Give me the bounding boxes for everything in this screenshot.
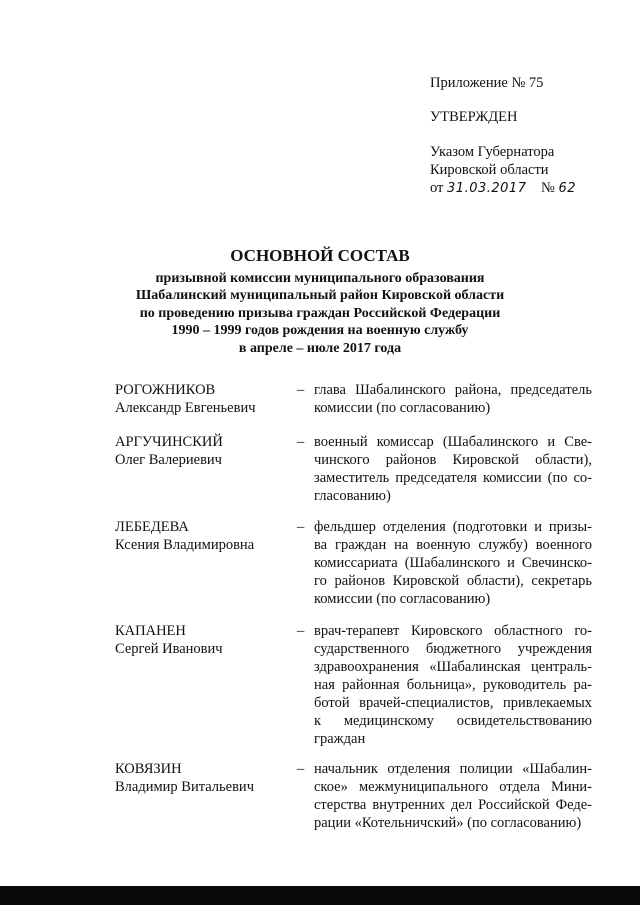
member-name xyxy=(115,518,285,554)
handwritten-number: 62 xyxy=(558,181,576,196)
member-dash: – xyxy=(297,382,305,398)
role-line: рации «Котельничский» (по согласованию) xyxy=(314,815,582,831)
decree-line-1: Указом Губернатора xyxy=(430,144,555,160)
role-line: чинского районов Кировской области), xyxy=(314,452,592,468)
role-line: комиссии (по согласованию) xyxy=(314,400,491,416)
role-line: фельдшер отделения (подготовки и призы- xyxy=(314,519,592,535)
role-line: здравоохранения «Шабалинская централь- xyxy=(314,659,592,675)
member-given-name: Александр Евгеньевич xyxy=(115,400,256,416)
role-line: ское» межмуниципального отдела Мини- xyxy=(314,779,592,795)
role-line: ная районная больница», руководитель ра- xyxy=(314,677,592,693)
decree-line-2: Кировской области xyxy=(430,162,549,178)
role-line: военный комиссар (Шабалинского и Све- xyxy=(314,434,592,450)
document-heading xyxy=(90,246,550,357)
role-line: граждан xyxy=(314,731,366,747)
member-given-name: Ксения Владимировна xyxy=(115,537,255,553)
member-given-name: Владимир Витальевич xyxy=(115,779,254,795)
approved-label: УТВЕРЖДЕН xyxy=(430,109,518,125)
role-line: к медицинскому освидетельствованию xyxy=(314,713,592,729)
handwritten-date: 31.03.2017 xyxy=(447,181,527,196)
member-dash: – xyxy=(297,623,305,639)
member-role xyxy=(314,760,592,832)
member-name xyxy=(115,622,285,658)
role-line: гласованию) xyxy=(314,488,391,504)
from-prefix: от xyxy=(430,180,444,196)
role-line: глава Шабалинского района, председатель xyxy=(314,382,592,398)
appendix-block xyxy=(430,74,620,198)
member-role xyxy=(314,622,592,748)
role-line: ва граждан на военную службу) военного xyxy=(314,537,592,553)
scan-edge-bar xyxy=(0,886,640,905)
decree-date-line xyxy=(430,179,620,198)
heading-line: 1990 – 1999 годов рождения на военную службу xyxy=(171,323,469,339)
member-name xyxy=(115,381,285,417)
number-prefix: № xyxy=(540,180,555,196)
role-line: го районов Кировской области), секретарь xyxy=(314,573,592,589)
role-line: сударственного бюджетного учреждения xyxy=(314,641,592,657)
member-name xyxy=(115,433,285,469)
member-dash: – xyxy=(297,434,305,450)
member-surname: КАПАНЕН xyxy=(115,623,186,639)
member-given-name: Олег Валериевич xyxy=(115,452,222,468)
role-line: комиссии (по согласованию) xyxy=(314,591,491,607)
member-surname: ЛЕБЕДЕВА xyxy=(115,519,189,535)
role-line: начальник отделения полиции «Шабалин- xyxy=(314,761,592,777)
member-surname: КОВЯЗИН xyxy=(115,761,182,777)
member-dash: – xyxy=(297,519,305,535)
role-line: ботой врачей-специалистов, привлекаемых xyxy=(314,695,592,711)
role-line: комиссариата (Шабалинского и Свечинско- xyxy=(314,555,592,571)
role-line: врач-терапевт Кировского областного го- xyxy=(314,623,592,639)
role-line: заместитель председателя комиссии (по со- xyxy=(314,470,592,486)
member-role xyxy=(314,381,592,417)
heading-line: Шабалинский муниципальный район Кировской области xyxy=(135,288,505,304)
role-line: стерства внутренних дел Российской Феде- xyxy=(314,797,592,813)
member-role xyxy=(314,433,592,505)
member-surname: РОГОЖНИКОВ xyxy=(115,382,216,398)
heading-line: в апреле – июле 2017 года xyxy=(238,340,402,356)
heading-line: по проведению призыва граждан Российской Федерации xyxy=(139,305,501,321)
heading-line: призывной комиссии муниципального образования xyxy=(155,271,485,286)
member-dash: – xyxy=(297,761,305,777)
member-name xyxy=(115,760,285,796)
member-role xyxy=(314,518,592,608)
appendix-number: Приложение № 75 xyxy=(430,75,544,91)
member-given-name: Сергей Иванович xyxy=(115,641,223,657)
member-surname: АРГУЧИНСКИЙ xyxy=(115,434,223,450)
heading-title: ОСНОВНОЙ СОСТАВ xyxy=(230,246,410,265)
